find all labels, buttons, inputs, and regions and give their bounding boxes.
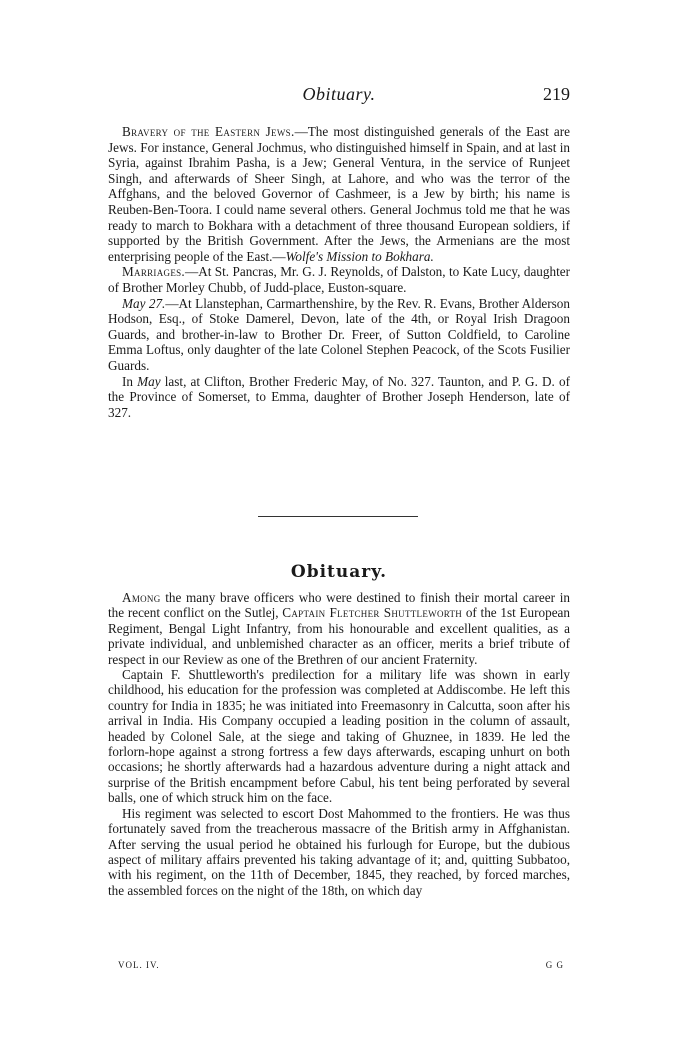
obituary-paragraph-3: His regiment was selected to escort Dost Mahommed to the frontiers. He was thus fortunately saved from the treacherous massacre of the British army in Affghanistan. After serving the usual period he obtained his furlough for Europe, but the dubious aspect of military affairs prevented his taking advantage of it; and, quitting Subbatoo, with his regiment, on the 11th of December, 1845, they reached, by forced marches, the assembled forces on the night of the 18th, on which day (108, 805, 570, 898)
section-divider (258, 516, 418, 517)
paragraph-marriages (108, 264, 570, 295)
news-column (108, 124, 570, 420)
paragraph-lead: Marriages. (122, 264, 186, 280)
paragraph-text: —The most distinguished generals of the East are Jews. For instance, General Jochmus, who distinguished himself in Spain, and at last in Syria, against Ibrahim Pasha, is a Jew; General Ventura, in the service of Runjeet Singh, and afterwards of Sheer Singh, at Lahore, and who was the terror of the Affghans, and the beloved Governor of Cashmeer, is a Jew by birth; his name is Reuben-Ben-Toora. I could name several others. General Jochmus told me that he was ready to march to Bokhara with a detachment of three thousand European soldiers, if supported by the British Government. After the Jews, the Armenians are the most enterprising people of the East.— (108, 124, 570, 264)
obituary-paragraph-1 (108, 590, 570, 667)
paragraph-lead: Bravery of the Eastern Jews. (122, 124, 295, 139)
signature-mark: G G (545, 960, 564, 970)
paragraph-in-may (108, 374, 570, 421)
paragraph-text: —At Llanstephan, Carmarthenshire, by the Rev. R. Evans, Brother Alderson Hodson, Esq., of Stoke Damerel, Devon, late of the 4th, or Royal Irish Dragoon Guards, and brother-in-law to Brother Dr. Freer, of Sutton Coldfield, to Caroline Emma Loftus, only daughter of the late Colonel Stephen Peacock, of the Scots Fusilier Guards. (108, 295, 570, 373)
paragraph-may-27 (108, 296, 570, 374)
paragraph-source: Wolfe's Mission to Bokhara. (285, 248, 434, 264)
volume-label: VOL. IV. (118, 960, 160, 970)
page-header (108, 84, 570, 110)
obituary-paragraph-2: Captain F. Shuttleworth's predilection for a military life was shown in early childhood, his education for the profession was completed at Addiscombe. He left this country for India in 1835; he was initiated into Freemasonry in Calcutta, soon after his arrival in India. His Company occupied a leading position in the column of assault, headed by Colonel Sale, at the siege and taking of Ghuznee, in 1839. He led the forlorn-hope against a strong fortress a few days afterwards, escaping unhurt on both occasions; he shortly afterwards had a hazardous adventure during a night attack and surprise of the British encampment before Cabul, his tent being perforated by several balls, one of which struck him on the face. (108, 667, 570, 806)
paragraph-text: the many brave officers who were destined to finish their mortal career in the recent conflict on the Sutlej, (108, 590, 570, 621)
running-title: Obituary. (302, 84, 376, 104)
paragraph-lead: Among (122, 590, 161, 605)
paragraph-lead: May 27. (122, 295, 166, 311)
paragraph-text: last, at Clifton, Brother Frederic May, of No. 327. Taunton, and P. G. D. of the Province of Somerset, to Emma, daughter of Brother Joseph Henderson, late of 327. (108, 373, 570, 420)
paragraph-text: —At St. Pancras, Mr. G. J. Reynolds, of Dalston, to Kate Lucy, daughter of Brother Morley Chubb, of Judd-place, Euston-square. (108, 264, 570, 295)
obituary-column (108, 590, 570, 898)
paragraph-bravery-eastern-jews (108, 124, 570, 264)
page-number: 219 (543, 84, 570, 104)
paragraph-text: of the 1st European Regiment, Bengal Light Infantry, from his honourable and excellent qualities, as a private individual, and unblemished character as an officer, merits a brief tribute of respect in our Review as one of the Brethren of our ancient Fraternity. (108, 605, 570, 667)
section-title: Obituary. (290, 562, 388, 582)
page-footer (118, 960, 570, 974)
deceased-name: Captain Fletcher Shuttleworth (282, 605, 463, 621)
paragraph-lead-prefix: In (122, 373, 138, 389)
paragraph-lead: May (137, 373, 161, 389)
